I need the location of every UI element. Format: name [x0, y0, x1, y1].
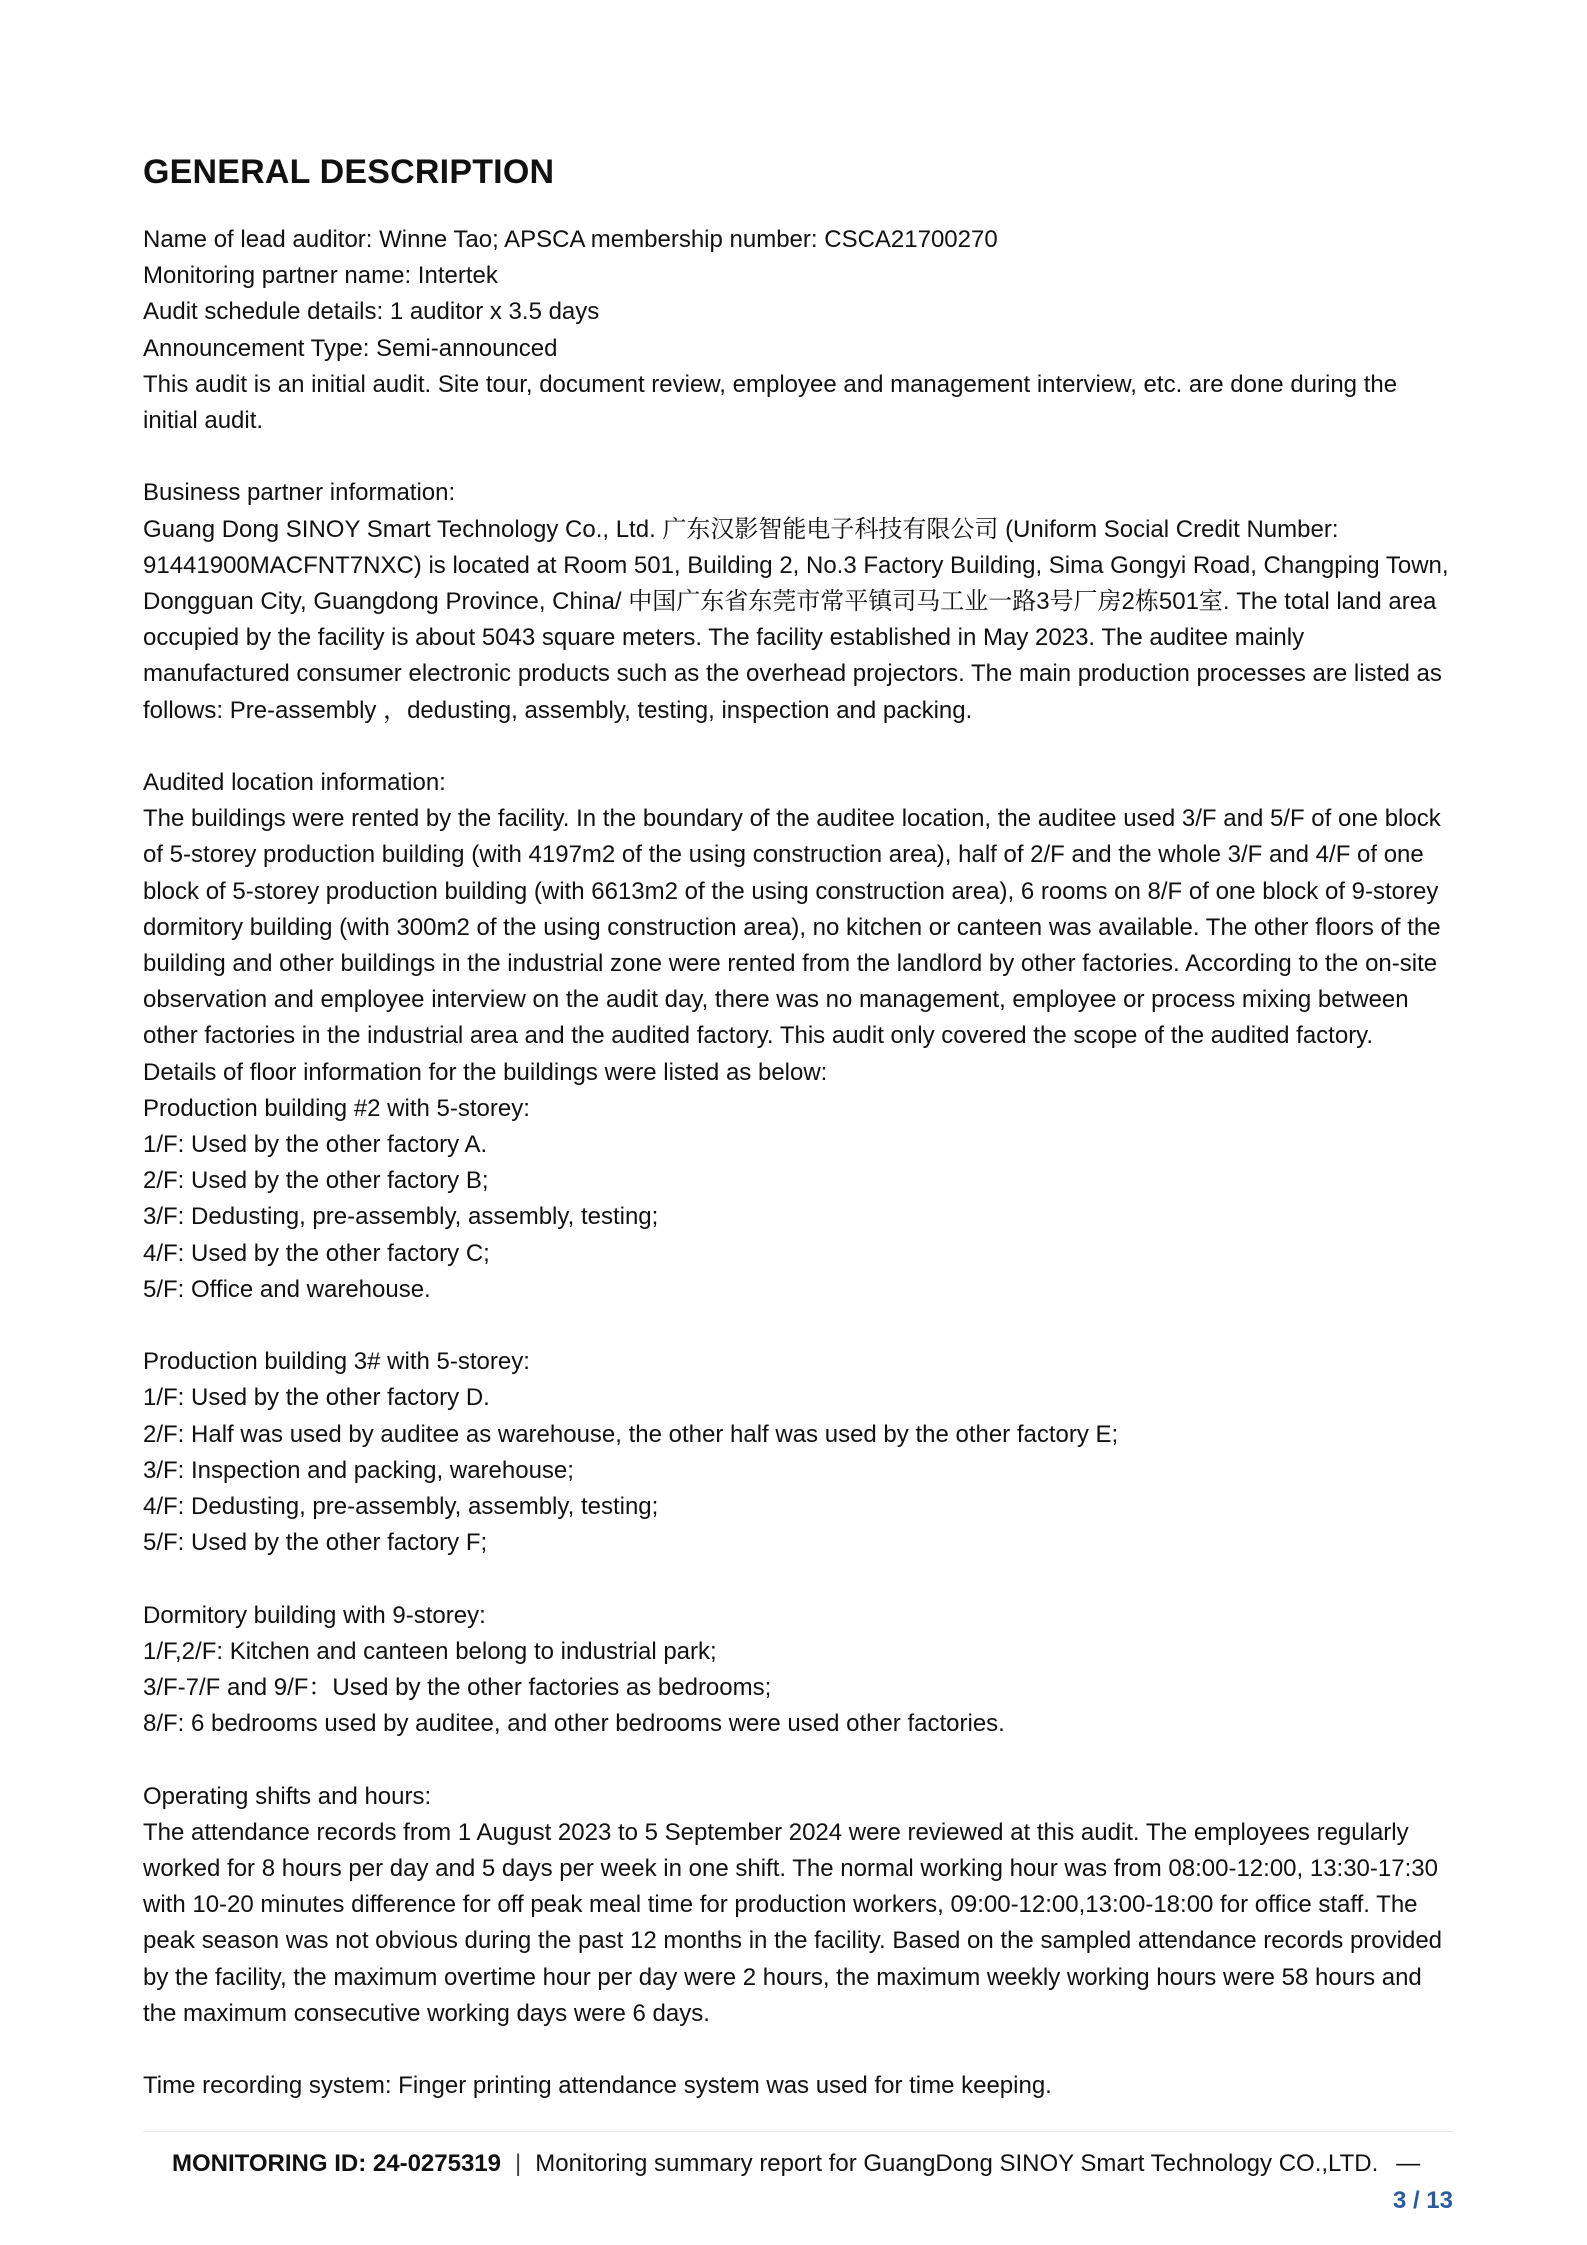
announcement-type-line: Announcement Type: Semi-announced — [143, 334, 558, 362]
section-heading: GENERAL DESCRIPTION — [143, 153, 555, 191]
building-2-floor-2: 2/F: Used by the other factory B; — [143, 1167, 489, 1195]
business-partner-paragraph: Guang Dong SINOY Smart Technology Co., Ltd. 广东汉影智能电子科技有限公司 (Uniform Social Credit Number: 91441900MACFNT7NXC) is located at Room 501, Building 2, No.3 Factory Building, Sima Gongyi Road, Changping Town, Dongguan City, Guangdong Province, China/ 中国广东省东莞市常平镇司马工业一路3号厂房2栋501室. The total land area occupied by the facility is about 5043 square meters. The facility established in May 2023. The auditee mainly manufactured consumer electronic products such as the overhead projectors. The main production processes are listed as follows: Pre-assembly ，dedusting, assembly, testing, inspection and packing. — [143, 515, 1449, 724]
building-2-floor-1: 1/F: Used by the other factory A. — [143, 1131, 488, 1159]
building-3-floor-5: 5/F: Used by the other factory F; — [143, 1529, 488, 1557]
building-2-title: Production building #2 with 5-storey: — [143, 1094, 530, 1122]
building-2-floor-4: 4/F: Used by the other factory C; — [143, 1239, 490, 1267]
dormitory-floor-8: 8/F: 6 bedrooms used by auditee, and other bedrooms were used other factories. — [143, 1710, 1005, 1738]
building-3-floor-2: 2/F: Half was used by auditee as warehouse, the other half was used by the other factory E; — [143, 1420, 1119, 1448]
monitoring-id: MONITORING ID: 24-0275319 — [172, 2150, 502, 2177]
audited-location-paragraph: The buildings were rented by the facility. In the boundary of the auditee location, the auditee used 3/F and 5/F of one block of 5-storey production building (with 4197m2 of the using construction area), half of 2/F and the whole 3/F and 4/F of one block of 5-storey production building (with 6613m2 of the using construction area), 6 rooms on 8/F of one block of 9-storey dormitory building (with 300m2 of the using construction area), no kitchen or canteen was available. The other floors of the building and other buildings in the industrial zone were rented from the landlord by other factories. According to the on-site observation and employee interview on the audit day, there was no management, employee or process mixing between other factories in the industrial area and the audited factory. This audit only covered the scope of the audited factory. — [143, 805, 1441, 1050]
building-3-floor-4: 4/F: Dedusting, pre-assembly, assembly, testing; — [143, 1493, 659, 1521]
monitoring-partner-line: Monitoring partner name: Intertek — [143, 262, 498, 290]
operating-shifts-paragraph: The attendance records from 1 August 2023 to 5 September 2024 were reviewed at this audit. The employees regularly worked for 8 hours per day and 5 days per week in one shift. The normal working hour was from 08:00-12:00, 13:30-17:30 with 10-20 minutes difference for off peak meal time for production workers, 09:00-12:00,13:00-18:00 for office staff. The peak season was not obvious during the past 12 months in the facility. Based on the sampled attendance records provided by the facility, the maximum overtime hour per day were 2 hours, the maximum weekly working hours were 58 hours and the maximum consecutive working days were 6 days. — [143, 1818, 1443, 2027]
building-3-title: Production building 3# with 5-storey: — [143, 1348, 530, 1376]
page-content — [143, 148, 1453, 2104]
business-partner-title: Business partner information: — [143, 479, 456, 507]
footer-separator: | — [515, 2150, 522, 2177]
building-3-floor-1: 1/F: Used by the other factory D. — [143, 1384, 490, 1412]
report-title: Monitoring summary report for GuangDong SINOY Smart Technology CO.,LTD. — [535, 2150, 1379, 2177]
initial-audit-paragraph: This audit is an initial audit. Site tour, document review, employee and management interview, etc. are done during the initial audit. — [143, 370, 1398, 435]
building-3-floor-3: 3/F: Inspection and packing, warehouse; — [143, 1456, 574, 1484]
footer-divider — [143, 2131, 1453, 2132]
footer-dash: — — [1396, 2150, 1421, 2177]
page-footer — [172, 2146, 1420, 2182]
dormitory-floor-3-7-9: 3/F-7/F and 9/F：Used by the other factories as bedrooms; — [143, 1674, 772, 1702]
audit-schedule-line: Audit schedule details: 1 auditor x 3.5 days — [143, 298, 600, 326]
page-number: 3 / 13 — [1392, 2187, 1453, 2214]
building-2-floor-5: 5/F: Office and warehouse. — [143, 1275, 431, 1303]
dormitory-floor-1-2: 1/F,2/F: Kitchen and canteen belong to industrial park; — [143, 1637, 717, 1665]
building-2-floor-3: 3/F: Dedusting, pre-assembly, assembly, testing; — [143, 1203, 659, 1231]
floor-details-line: Details of floor information for the buildings were listed as below: — [143, 1058, 828, 1086]
lead-auditor-line: Name of lead auditor: Winne Tao; APSCA membership number: CSCA21700270 — [143, 226, 998, 253]
operating-shifts-title: Operating shifts and hours: — [143, 1782, 432, 1810]
time-recording-line: Time recording system: Finger printing attendance system was used for time keeping. — [143, 2072, 1052, 2100]
dormitory-title: Dormitory building with 9-storey: — [143, 1601, 486, 1629]
audited-location-title: Audited location information: — [143, 769, 446, 797]
